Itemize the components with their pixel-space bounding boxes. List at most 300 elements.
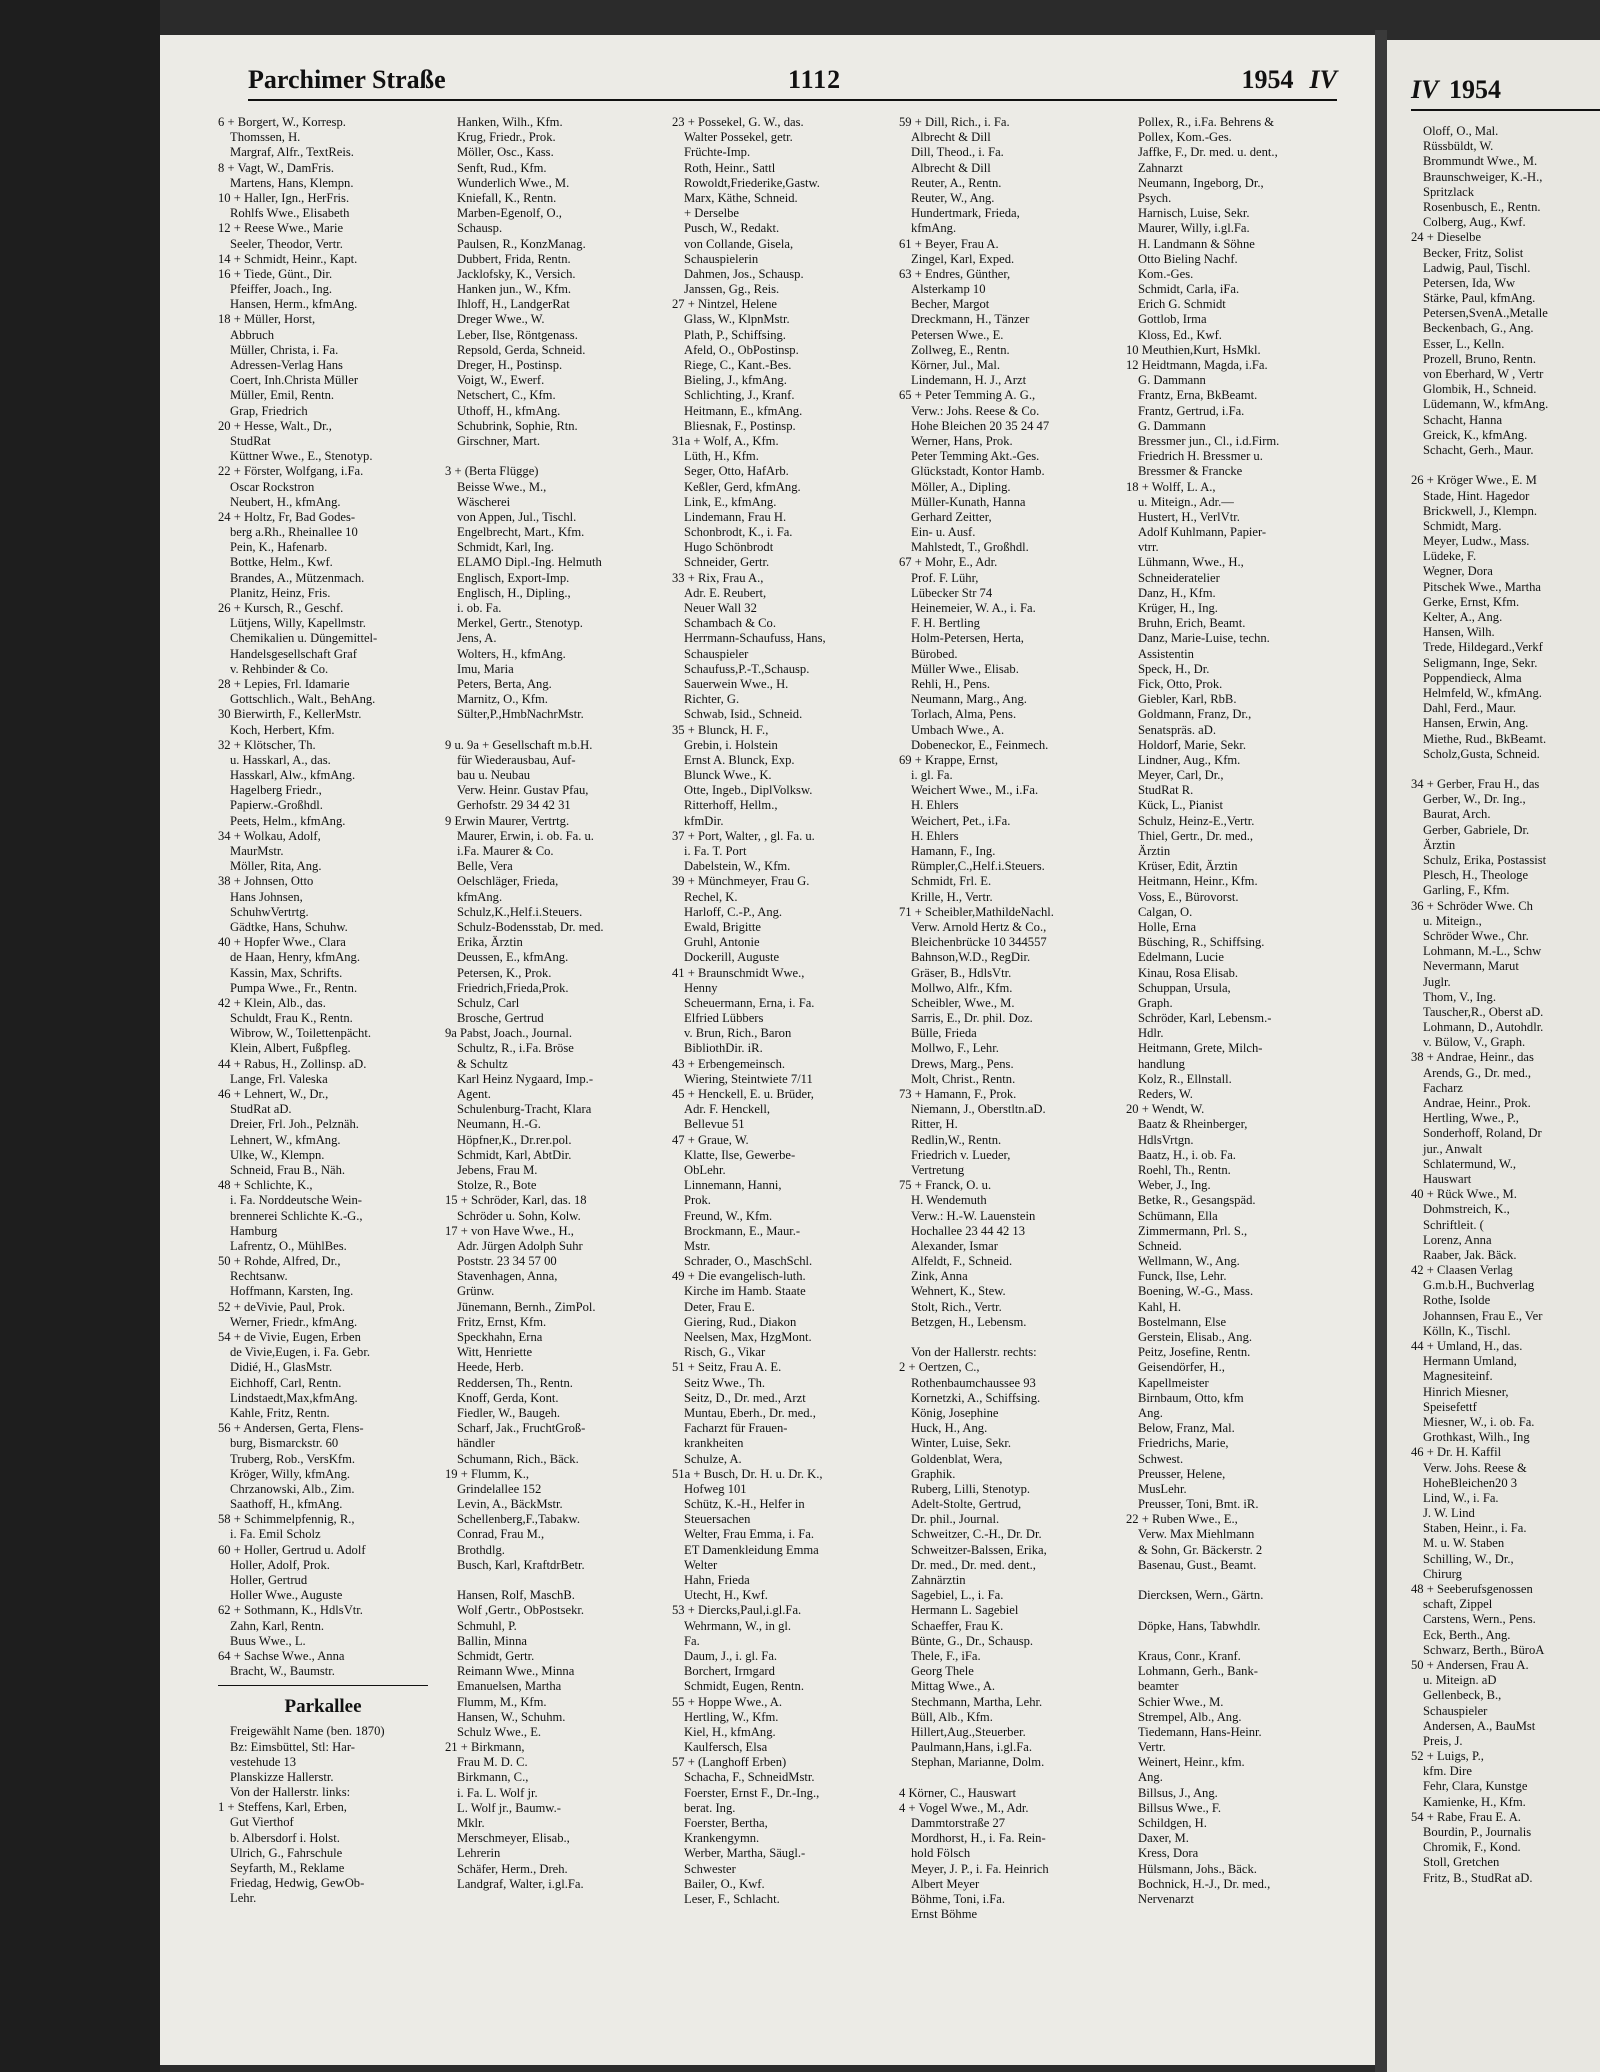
directory-entry: Reders, W. [1138,1087,1193,1101]
directory-entry: Schmidt, Karl, Ing. [457,540,554,555]
directory-entry: Schäfer, Herm., Dreh. [457,1861,568,1876]
directory-entry: Wiering, Steintwiete 7/11 [684,1071,813,1086]
directory-entry: Klatte, Ilse, Gewerbe- [684,1147,796,1162]
directory-entry: Schulz-Bodensstab, Dr. med. [457,919,604,934]
directory-entry: G.m.b.H., Buchverlag [1423,1278,1535,1293]
directory-entry: Pein, K., Hafenarb. [230,540,328,555]
directory-entry: von Eberhard, W , Vertr [1423,367,1544,381]
directory-entry: 63 + Endres, Günther, [899,266,1011,281]
directory-entry: Welter, Frau Emma, i. Fa. [684,1527,814,1542]
directory-entry: Voigt, W., Ewerf. [457,373,545,388]
directory-entry: L. Wolf jr., Baumw.- [457,1800,561,1815]
directory-entry: Bahnson,W.D., RegDir. [911,950,1031,965]
directory-entry: handlung [1138,1056,1185,1071]
directory-entry: Bochnick, H.-J., Dr. med., [1138,1876,1271,1891]
directory-entry: Alfeldt, F., Schneid. [911,1254,1013,1269]
directory-entry: Schütz, K.-H., Helfer in [684,1497,805,1512]
directory-entry: 75 + Franck, O. u. [899,1178,992,1193]
directory-entry: Foerster, Ernst F., Dr.-Ing., [684,1785,820,1800]
directory-entry: Riege, C., Kant.-Bes. [684,358,792,372]
directory-entry: Scheibler, Wwe., M. [911,995,1015,1010]
book-gutter [1375,30,1387,2072]
directory-entry: Below, Franz, Mal. [1138,1421,1235,1436]
directory-entry: Bellevue 51 [684,1117,745,1132]
directory-entry: berg a.Rh., Rheinallee 10 [230,525,358,540]
directory-entry: 24 + Dieselbe [1411,230,1482,245]
directory-entry: Maurer, Willy, i.gl.Fa. [1138,221,1250,236]
directory-entry: Engelbrecht, Mart., Kfm. [457,525,585,540]
directory-entry: Schausp. [457,221,503,236]
directory-entry: Janssen, Gg., Reis. [684,282,780,297]
directory-entry: Carstens, Wern., Pens. [1423,1612,1536,1627]
directory-entry: Neelsen, Max, HzgMont. [684,1330,812,1344]
directory-entry: Dubbert, Frida, Rentn. [457,251,571,266]
directory-entry: Torlach, Alma, Pens. [911,707,1017,722]
directory-entry: Oelschläger, Frieda, [457,874,559,889]
directory-entry: 48 + Schlichte, K., [218,1178,313,1193]
directory-entry: Hochallee 23 44 42 13 [911,1223,1026,1238]
directory-entry: 60 + Holler, Gertrud u. Adolf [218,1542,366,1557]
directory-entry: Hansen, Wilh. [1423,625,1495,640]
directory-entry: Scholz,Gusta, Schneid. [1423,746,1540,761]
directory-entry: Betke, R., Gesangspäd. [1138,1193,1256,1208]
directory-entry: Betzgen, H., Lebensm. [911,1314,1027,1329]
page-number: 1112 [788,65,842,94]
directory-entry: Stärke, Paul, kfmAng. [1423,291,1536,306]
directory-entry: Dr. med., Dr. med. dent., [911,1557,1036,1572]
directory-entry: Buus Wwe., L. [230,1633,306,1648]
directory-entry: Peets, Helm., kfmAng. [230,813,346,828]
directory-entry [1126,1603,1336,1618]
directory-entry: Pollex, R., i.Fa. Behrens & [1138,115,1275,129]
directory-entry: Schwest. [1138,1451,1184,1466]
directory-entry: i.Fa. Maurer & Co. [457,844,554,858]
column-5-entries [1126,115,1336,1907]
directory-entry: Paulsen, R., KonzManag. [457,236,586,251]
directory-entry: Jebens, Frau M. [457,1162,538,1177]
directory-entry: Roth, Heinr., Sattl [684,160,776,175]
column-divider [218,1685,428,1686]
directory-entry: Ernst A. Blunck, Exp. [684,752,795,767]
directory-entry: G. Dammann [1138,418,1206,433]
directory-entry: Stolze, R., Bote [457,1178,537,1193]
directory-entry: Merschmeyer, Elisab., [457,1831,570,1846]
directory-entry: Reuter, W., Ang. [911,190,995,205]
directory-entry: Friedrich,Frieda,Prok. [457,980,569,995]
directory-entry: Schaeffer, Frau K. [911,1618,1004,1633]
directory-entry [445,723,655,738]
directory-entry: 4 + Vogel Wwe., M., Adr. [899,1800,1029,1815]
directory-entry: u. Miteign., Adr.— [1138,494,1234,509]
directory-entry: 15 + Schröder, Karl, das. 18 [445,1193,587,1208]
directory-entry: Meyer, Ludw., Mass. [1423,534,1530,549]
directory-entry: Wehnert, K., Stew. [911,1284,1006,1299]
directory-entry: 54 + de Vivie, Eugen, Erben [218,1330,361,1344]
directory-entry: Miethe, Rud., BkBeamt. [1423,731,1547,746]
directory-entry: Ballin, Minna [457,1633,527,1648]
directory-entry: Harloff, C.-P., Ang. [684,904,783,919]
directory-entry: & Sohn, Gr. Bäckerstr. 2 [1138,1542,1263,1557]
directory-entry: Thele, F., iFa. [911,1648,981,1663]
directory-entry: i. ob. Fa. [457,601,502,615]
directory-entry: Seitz, D., Dr. med., Arzt [684,1390,806,1405]
column-4-entries [899,115,1109,1922]
directory-entry: berat. Ing. [684,1800,736,1815]
directory-entry: Werber, Martha, Säugl.- [684,1846,806,1861]
directory-entry: Sauerwein Wwe., H. [684,676,789,691]
directory-entry: Gerber, Gabriele, Dr. [1423,822,1530,837]
directory-entry: Lange, Frl. Valeska [230,1071,328,1086]
directory-entry: 35 + Blunck, H. F., [672,722,769,737]
directory-entry: Adelt-Stolte, Gertrud, [911,1497,1022,1512]
directory-entry: Schlatermund, W., [1423,1156,1517,1171]
directory-entry: Dreckmann, H., Tänzer [911,312,1030,327]
directory-entry: Dreger, H., Postinsp. [457,358,563,372]
directory-entry: Brickwell, J., Klempn. [1423,503,1538,518]
directory-entry: Schellenberg,F.,Tabakw. [457,1512,580,1527]
facing-volume: IV [1411,75,1439,104]
directory-entry: Eichhoff, Carl, Rentn. [230,1375,342,1390]
directory-entry: Daum, J., i. gl. Fa. [684,1648,778,1663]
directory-entry: Hillert,Aug.,Steuerber. [911,1724,1026,1739]
directory-entry: Büsching, R., Schiffsing. [1138,935,1265,950]
directory-entry: Agent. [457,1087,491,1101]
directory-entry: Mittag Wwe., A. [911,1679,996,1694]
directory-entry: Zahnärztin [911,1573,966,1587]
directory-entry: Baurat, Arch. [1423,807,1491,822]
directory-entry: Papierw.-Großhdl. [230,798,323,813]
directory-entry: Risch, G., Vikar [684,1345,766,1360]
directory-entry: 42 + Claasen Verlag [1411,1263,1513,1278]
directory-entry: Preusser, Toni, Bmt. iR. [1138,1497,1259,1512]
directory-entry: Otto Bieling Nachf. [1138,251,1238,266]
directory-entry: Pumpa Wwe., Fr., Rentn. [230,980,358,995]
directory-entry: 51 + Seitz, Frau A. E. [672,1360,782,1375]
directory-entry: Kinau, Rosa Elisab. [1138,965,1239,980]
directory-entry: Möller, Osc., Kass. [457,145,554,160]
directory-entry: Esser, L., Kelln. [1423,336,1505,351]
directory-entry: Vertretung [911,1162,965,1177]
directory-entry: Dammtorstraße 27 [911,1816,1006,1830]
directory-entry: 12 + Reese Wwe., Marie [218,221,344,236]
directory-entry: Marx, Käthe, Schneid. [684,190,798,205]
directory-entry: Jünemann, Bernh., ZimPol. [457,1299,596,1314]
directory-entry [899,1330,1109,1345]
directory-entry: 39 + Münchmeyer, Frau G. [672,874,810,889]
directory-entry: Mollwo, F., Lehr. [911,1041,999,1056]
directory-entry: Abbruch [230,327,275,342]
directory-entry: Fick, Otto, Prok. [1138,676,1223,691]
directory-entry: Peters, Berta, Ang. [457,676,552,691]
directory-entry: Stechmann, Martha, Lehr. [911,1694,1043,1709]
directory-entry: Pfeiffer, Joach., Ing. [230,282,333,297]
directory-entry: Schwarz, Berth., BüroA [1423,1642,1545,1657]
directory-entry: Otte, Ingeb., DiplVolksw. [684,783,813,798]
directory-entry: Staben, Heinr., i. Fa. [1423,1521,1527,1536]
directory-entry: 71 + Scheibler,MathildeNachl. [899,904,1054,919]
directory-entry: Schneid, Frau B., Näh. [230,1162,346,1177]
directory-entry: 18 + Wolff, L. A., [1126,479,1216,494]
directory-entry: Schilling, W., Dr., [1423,1551,1514,1566]
directory-entry: Grap, Friedrich [230,403,308,418]
directory-entry: Bressmer & Francke [1138,464,1243,479]
directory-entry: Reddersen, Th., Rentn. [457,1375,573,1390]
section-heading-parkallee: Parkallee [284,1696,362,1718]
directory-entry: Steuersachen [684,1512,751,1527]
directory-entry: Peitz, Josefine, Rentn. [1138,1345,1251,1360]
directory-entry: Dobeneckor, E., Feinmech. [911,737,1049,752]
directory-entry: Kraus, Conr., Kranf. [1138,1648,1241,1663]
directory-entry: Wäscherei [457,494,511,509]
directory-entry: Goldenblat, Wera, [911,1451,1003,1466]
directory-entry: 45 + Henckell, E. u. Brüder, [672,1087,814,1101]
directory-entry: Link, E., kfmAng. [684,494,777,509]
directory-entry: Müller, Emil, Rentn. [230,388,335,403]
directory-entry: Rothe, Isolde [1423,1293,1491,1308]
directory-entry: Afeld, O., ObPostinsp. [684,342,799,357]
directory-entry: hold Fölsch [911,1846,971,1861]
directory-entry: Hahn, Frieda [684,1573,750,1587]
directory-entry: Rothenbaumchaussee 93 [911,1375,1036,1390]
directory-entry: 20 + Wendt, W. [1126,1102,1205,1117]
directory-entry: Drews, Marg., Pens. [911,1056,1014,1071]
directory-entry: Preusser, Helene, [1138,1466,1226,1481]
directory-entry: Helmfeld, W., kfmAng. [1423,685,1542,700]
directory-entry: Seitz Wwe., Th. [684,1375,766,1390]
directory-entry: Fiedler, W., Baugeh. [457,1405,561,1420]
directory-entry: 10 Meuthien,Kurt, HsMkl. [1126,342,1261,357]
directory-entry: Kaulfersch, Elsa [684,1740,768,1755]
directory-entry: Schier Wwe., M. [1138,1694,1224,1709]
directory-entry: Lüdeke, F. [1423,549,1477,564]
directory-entry: brennerei Schlichte K.-G., [230,1208,363,1223]
directory-entry: 50 + Rohde, Alfred, Dr., [218,1254,341,1269]
directory-entry: Friedrich H. Bressmer u. [1138,449,1263,464]
directory-entry: Holler, Gertrud [230,1573,308,1587]
directory-entry: Ulke, W., Klempn. [230,1147,325,1162]
directory-entry: Muntau, Eberh., Dr. med., [684,1405,816,1420]
directory-entry: H. Ehlers [911,798,959,813]
directory-entry: Stavenhagen, Anna, [457,1269,558,1284]
directory-entry: Bliesnak, F., Postinsp. [684,418,796,433]
directory-entry: Ang. [1138,1770,1163,1785]
directory-entry: Becher, Margot [911,297,990,312]
directory-entry: Schmuhl, P. [457,1618,517,1633]
facing-page-entries [1411,124,1600,1886]
directory-entry: Glückstadt, Kontor Hamb. [911,464,1045,479]
directory-entry: Dreier, Frl. Joh., Pelznäh. [230,1117,359,1132]
directory-entry: Andersen, A., BauMst [1423,1718,1536,1733]
directory-entry: Adr. E. Reubert, [684,585,767,600]
directory-entry: 24 + Holtz, Fr, Bad Godes- [218,509,356,524]
directory-entry: Handelsgesellschaft Graf [230,646,357,661]
facing-page [1387,40,1600,2072]
directory-entry: Lühmann, Wwe., H., [1138,555,1244,570]
directory-entry: Elfried Lübbers [684,1011,764,1026]
directory-entry: Schmidt, Frl. E. [911,874,992,889]
directory-entry: Hertling, W., Kfm. [684,1709,779,1724]
directory-entry: Gut Vierthof [230,1815,294,1830]
directory-entry: Schriftleit. ( [1423,1217,1484,1232]
directory-entry: Alexander, Ismar [911,1238,998,1253]
directory-entry: Ruberg, Lilli, Stenotyp. [911,1481,1031,1496]
directory-entry: Gruhl, Antonie [684,935,760,950]
directory-entry: Strempel, Alb., Ang. [1138,1709,1242,1724]
directory-entry: Prok. [684,1193,711,1208]
directory-entry: Pitschek Wwe., Martha [1423,579,1541,594]
directory-entry: Hermann Umland, [1423,1354,1517,1369]
directory-entry: Holle, Erna [1138,919,1197,934]
directory-entry: Funck, Ilse, Lehr. [1138,1269,1227,1284]
directory-entry: Zahn, Karl, Rentn. [230,1618,325,1633]
directory-entry: Kloss, Ed., Kwf. [1138,327,1222,342]
directory-entry: Diercksen, Wern., Gärtn. [1138,1588,1264,1603]
directory-entry: Wolters, H., kfmAng. [457,646,566,661]
directory-entry: Trede, Hildegard.,Verkf [1423,640,1543,655]
directory-entry: Greick, K., kfmAng. [1423,427,1528,442]
directory-entry: Hertling, Wwe., P., [1423,1111,1519,1126]
directory-entry: Hofweg 101 [684,1481,747,1496]
directory-entry: 46 + Lehnert, W., Dr., [218,1087,329,1101]
directory-entry: Verw.: Johs. Reese & Co. [911,403,1040,418]
directory-entry: Rosenbusch, E., Rentn. [1423,199,1541,214]
directory-entry: Brosche, Gertrud [457,1011,544,1026]
directory-entry: Stolt, Rich., Vertr. [911,1299,1002,1314]
directory-entry: Schuldt, Frau K., Rentn. [230,1011,353,1026]
directory-entry: & Schultz [457,1056,508,1071]
directory-entry: Gerhard Zeitter, [911,509,992,524]
directory-entry: Busch, Karl, KraftdrBetr. [457,1557,585,1572]
directory-entry: Ein- u. Ausf. [911,525,976,540]
directory-entry: Heinemeier, W. A., i. Fa. [911,601,1036,615]
directory-entry: Speisefettf [1423,1399,1477,1414]
directory-entry: Braunschweiger, K.-H., [1423,169,1543,184]
directory-entry: Leser, F., Schlacht. [684,1891,780,1906]
directory-entry: Schauspieler [1423,1703,1488,1718]
directory-entry: Grebin, i. Holstein [684,737,778,752]
directory-entry: Wehrmann, W., in gl. [684,1618,792,1633]
directory-entry: Hansen, Erwin, Ang. [1423,716,1529,731]
directory-entry: Knoff, Gerda, Kont. [457,1390,559,1405]
directory-entry: Verw. Johs. Reese & [1423,1460,1527,1475]
directory-entry: Schambach & Co. [684,616,776,631]
directory-entry: Hermann L. Sagebiel [911,1603,1019,1618]
directory-entry: G. Dammann [1138,373,1206,388]
directory-entry: Hansen, Herm., kfmAng. [230,297,358,312]
directory-entry: 34 + Wolkau, Adolf, [218,828,321,843]
directory-entry: Netschert, C., Kfm. [457,388,556,403]
directory-entry: Bleichenbrücke 10 344557 [911,935,1047,950]
directory-entry: Danz, H., Kfm. [1138,585,1216,600]
directory-entry: Körner, Jul., Mal. [911,358,1001,372]
directory-entry: Seligmann, Inge, Sekr. [1423,655,1538,670]
directory-entry: 19 + Flumm, K., [445,1466,530,1481]
directory-entry: Senft, Rud., Kfm. [457,160,547,175]
directory-entry: Schildgen, H. [1138,1816,1207,1830]
directory-entry: Von der Hallerstr. links: [230,1785,351,1800]
directory-entry: Schmidt, Eugen, Rentn. [684,1679,804,1694]
directory-entry: beamter [1138,1679,1179,1694]
directory-entry: Lehrerin [457,1846,501,1861]
directory-entry: Graph. [1138,995,1173,1010]
directory-entry: Richter, G. [684,692,740,707]
directory-entry: Welter [684,1557,718,1572]
directory-entry: Gerhofstr. 29 34 42 31 [457,798,571,813]
directory-entry: Sülter,P.,HmbNachrMstr. [457,707,584,722]
directory-entry: Schulze, A. [684,1451,742,1466]
directory-entry: Lohmann, D., Autohdlr. [1423,1020,1544,1035]
directory-entry: Schubrink, Sophie, Rtn. [457,418,578,433]
directory-entry: 10 + Haller, Ign., HerFris. [218,190,350,205]
directory-entry: Rümpler,C.,Helf.i.Steuers. [911,859,1045,874]
directory-entry: Rüssbüldt, W. [1423,139,1494,154]
directory-entry: Chrzanowski, Alb., Zim. [230,1481,355,1496]
directory-entry: Kröger, Willy, kfmAng. [230,1466,351,1481]
directory-entry: Rechel, K. [684,889,738,904]
directory-entry: Lindemann, H. J., Arzt [911,373,1027,388]
directory-entry [1126,1573,1336,1588]
directory-entry: Gottlob, Irma [1138,312,1207,327]
directory-entry: Heitmann, Heinr., Kfm. [1138,874,1258,889]
directory-entry: Facharz [1423,1080,1463,1095]
directory-entry: Vertr. [1138,1740,1166,1755]
directory-entry: Rowoldt,Friederike,Gastw. [684,175,820,190]
directory-entry: Lüth, H., Kfm. [684,449,759,464]
directory-entry: Gerber, W., Dr. Ing., [1423,792,1526,807]
directory-entry: Facharzt für Frauen- [684,1421,788,1436]
directory-entry: 33 + Rix, Frau A., [672,570,764,585]
directory-entry: Krüser, Edit, Ärztin [1138,859,1238,874]
directory-entry: Holler, Adolf, Prok. [230,1557,330,1572]
directory-entry: Gellenbeck, B., [1423,1688,1502,1703]
directory-entry: v. Bülow, V., Graph. [1423,1035,1526,1050]
directory-entry: Billsus, J., Ang. [1138,1785,1218,1800]
directory-entry: Möller, A., Dipling. [911,479,1011,494]
directory-entry: Kniefall, K., Rentn. [457,190,557,205]
directory-entry: Prof. F. Lühr, [911,570,979,585]
directory-entry: Dahl, Ferd., Maur. [1423,701,1517,716]
directory-entry: SchuhwVertrtg. [230,904,309,919]
directory-entry: Brommundt Wwe., M. [1423,154,1538,169]
directory-entry: Martens, Hans, Klempn. [230,175,354,190]
directory-entry: Heitmann, E., kfmAng. [684,403,803,418]
directory-entry: Karl Heinz Nygaard, Imp.- [457,1071,594,1086]
directory-entry: Oscar Rockstron [230,479,315,494]
directory-entry [445,1573,655,1588]
directory-entry: 26 + Kröger Wwe., E. M [1411,473,1537,488]
directory-entry: händler [457,1436,495,1451]
directory-entry: Zimmermann, Prl. S., [1138,1223,1248,1238]
directory-entry: Schneider, Gertr. [684,555,770,570]
directory-entry: i. gl. Fa. [911,768,953,783]
directory-entry: Hamann, F., Ing. [911,844,996,858]
directory-entry: 40 + Rück Wwe., M. [1411,1187,1517,1202]
directory-entry: Schröder Wwe., Chr. [1423,928,1529,943]
directory-entry: Weinert, Heinr., kfm. [1138,1755,1245,1770]
directory-entry: Assistentin [1138,646,1194,661]
directory-entry: 62 + Sothmann, K., HdlsVtr. [218,1603,363,1618]
directory-entry: Kom.-Ges. [1138,266,1194,281]
directory-entry: Eck, Berth., Ang. [1423,1627,1511,1642]
directory-entry: 36 + Schröder Wwe. Ch [1411,898,1533,913]
directory-entry: Thomssen, H. [230,130,301,145]
directory-entry: Margraf, Alfr., TextReis. [230,145,354,160]
directory-entry: Schwab, Isid., Schneid. [684,707,803,722]
directory-entry: 3 + (Berta Flügge) [445,464,539,479]
directory-entry: Hasskarl, Alw., kfmAng. [230,768,356,783]
directory-entry: Klein, Albert, Fußpfleg. [230,1041,351,1056]
directory-entry: Tiedemann, Hans-Heinr. [1138,1724,1262,1739]
